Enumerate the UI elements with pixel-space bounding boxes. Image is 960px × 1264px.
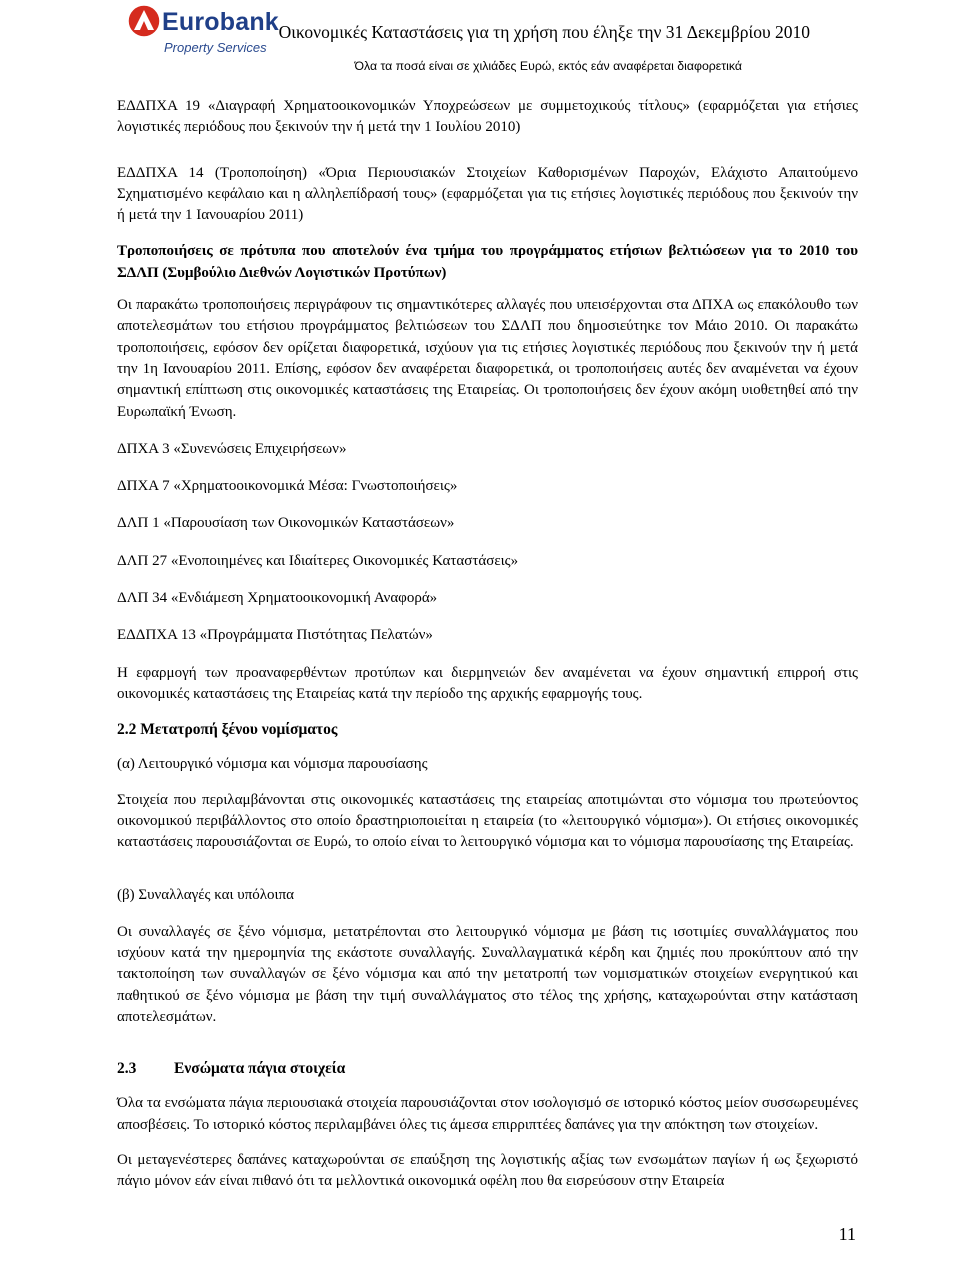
list-item: ΔΛΠ 27 «Ενοποιημένες και Ιδιαίτερες Οικονομικές Καταστάσεις»	[117, 552, 519, 569]
logo-name: Eurobank	[162, 8, 279, 36]
subheading-transactions: (β) Συναλλαγές και υπόλοιπα	[117, 887, 295, 904]
section-heading-2-3	[117, 1058, 858, 1079]
paragraph-amendments-heading: Τροποποιήσεις σε πρότυπα που αποτελούν ένα τμήμα του προγράμματος ετήσιων βελτιώσεων για το 2010 του ΣΔΛΠ (Συμβούλιο Διεθνών Λογιστικών Προτύπων)	[117, 243, 858, 281]
paragraph-ifric19: ΕΔΔΠΧΑ 19 «Διαγραφή Χρηματοοικονομικών Υποχρεώσεων με συμμετοχικούς τίτλους» (εφαρμόζεται για ετήσιες λογιστικές περιόδους που ξεκινούν την ή μετά την 1 Ιουλίου 2010)	[117, 98, 858, 136]
eurobank-logo	[124, 2, 279, 58]
logo-subtitle: Property Services	[164, 40, 267, 55]
paragraph-functional-currency: Στοιχεία που περιλαμβάνονται στις οικονομικές καταστάσεις της εταιρείας αποτιμώνται στο νόμισμα του πρωτεύοντος οικονομικού περιβάλλοντος στο οποίο δραστηριοποιείται η εταιρεία (το «λειτουργικό νόμισμα»). Οι ετήσιες οικονομικές καταστάσεις παρουσιάζονται σε Ευρώ, το οποίο είναι το λειτουργικό νόμισμα και το νόμισμα παρουσίασης της Εταιρείας.	[117, 791, 858, 851]
paragraph-amendments-intro: Οι παρακάτω τροποποιήσεις περιγράφουν τις σημαντικότερες αλλαγές που υπεισέρχονται στα ΔΠΧΑ ως επακόλουθο των αποτελεσμάτων του ετήσιου προγράμματος βελτιώσεων του ΣΔΛΠ που δημοσιεύτηκε τον Μάιο 2010. Οι παρακάτω τροποποιήσεις, εφόσον δεν ορίζεται διαφορετικά, ισχύουν για τις ετήσιες λογιστικές περιόδους που ξεκινούν την ή μετά την 1η Ιανουαρίου 2011. Επίσης, εφόσον δεν αναφέρεται διαφορετικά, οι τροποποιήσεις αυτές δεν αναμένεται να έχουν σημαντική επίπτωση στις οικονομικές καταστάσεις της Εταιρείας. Οι τροποποιήσεις δεν έχουν ακόμη υιοθετηθεί από την Ευρωπαϊκή Ένωση.	[117, 297, 858, 420]
list-item: ΕΔΔΠΧΑ 13 «Προγράμματα Πιστότητας Πελατών»	[117, 627, 433, 644]
paragraph-application: Η εφαρμογή των προαναφερθέντων προτύπων και διερμηνειών δεν αναμένεται να έχουν σημαντική επιρροή στις οικονομικές καταστάσεις της Εταιρείας κατά την περίοδο της αρχικής εφαρμογής τους.	[117, 664, 858, 702]
paragraph-subsequent-costs: Οι μεταγενέστερες δαπάνες καταχωρούνται σε επαύξηση της λογιστικής αξίας των ενσωμάτων παγίων ή ως ξεχωριστό πάγιο μόνον εάν είναι πιθανό ότι τα μελλοντικά οικονομικά οφέλη που θα εισρεύσουν στην Εταιρεία	[117, 1151, 858, 1190]
list-item: ΔΠΧΑ 3 «Συνενώσεις Επιχειρήσεων»	[117, 440, 347, 457]
section-title: Ενσώματα πάγια στοιχεία	[174, 1060, 346, 1078]
paragraph-ifric14: ΕΔΔΠΧΑ 14 (Τροποποίηση) «Όρια Περιουσιακών Στοιχείων Καθορισμένων Παροχών, Ελάχιστο Απαιτούμενο Σχηματισμένο κεφάλαιο και η αλληλεπίδρασή τους» (εφαρμόζεται για τις ετήσιες λογιστικές περιόδους που ξεκινούν την ή μετά την 1 Ιανουαρίου 2011)	[117, 164, 858, 224]
header-title: Οικονομικές Καταστάσεις για τη χρήση που έληξε την 31 Δεκεμβρίου 2010	[278, 22, 810, 42]
header-subtitle: Όλα τα ποσά είναι σε χιλιάδες Ευρώ, εκτός εάν αναφέρεται διαφορετικά	[354, 59, 742, 73]
document-body	[117, 96, 858, 1192]
page-number: 11	[838, 1224, 856, 1244]
eurobank-logo-icon	[127, 4, 161, 38]
paragraph-fixed-assets: Όλα τα ενσώματα πάγια περιουσιακά στοιχεία παρουσιάζονται στον ισολογισμό σε ιστορικό κόστος μείον συσσωρευμένες αποσβέσεις. Το ιστορικό κόστος περιλαμβάνει όλες τις άμεσα επιρριπτέες δαπάνες για την απόκτηση των στοιχείων.	[117, 1095, 858, 1133]
list-item: ΔΠΧΑ 7 «Χρηματοοικονομικά Μέσα: Γνωστοποιήσεις»	[117, 478, 458, 495]
subheading-functional-currency: (α) Λειτουργικό νόμισμα και νόμισμα παρουσίασης	[117, 756, 428, 773]
paragraph-transactions: Οι συναλλαγές σε ξένο νόμισμα, μετατρέπονται στο λειτουργικό νόμισμα με βάση τις ισοτιμίες συναλλάγματος που ισχύουν κατά την ημερομηνία της εκάστοτε συναλλαγής. Συναλλαγματικά κέρδη και ζημιές που προκύπτουν από την τακτοποίηση των συναλλαγών σε ξένο νόμισμα και από την μετατροπή των νομισματικών στοιχείων ενεργητικού και παθητικού σε ξένο νόμισμα με βάση την τιμή συναλλάγματος στο τέλος της χρήσης, καταχωρούνται στην κατάσταση αποτελεσμάτων.	[117, 923, 858, 1025]
list-item: ΔΛΠ 34 «Ενδιάμεση Χρηματοοικονομική Αναφορά»	[117, 590, 438, 607]
section-number: 2.3	[117, 1060, 137, 1078]
section-heading-2-2: 2.2 Μετατροπή ξένου νομίσματος	[117, 721, 338, 739]
list-item: ΔΛΠ 1 «Παρουσίαση των Οικονομικών Καταστάσεων»	[117, 515, 455, 532]
